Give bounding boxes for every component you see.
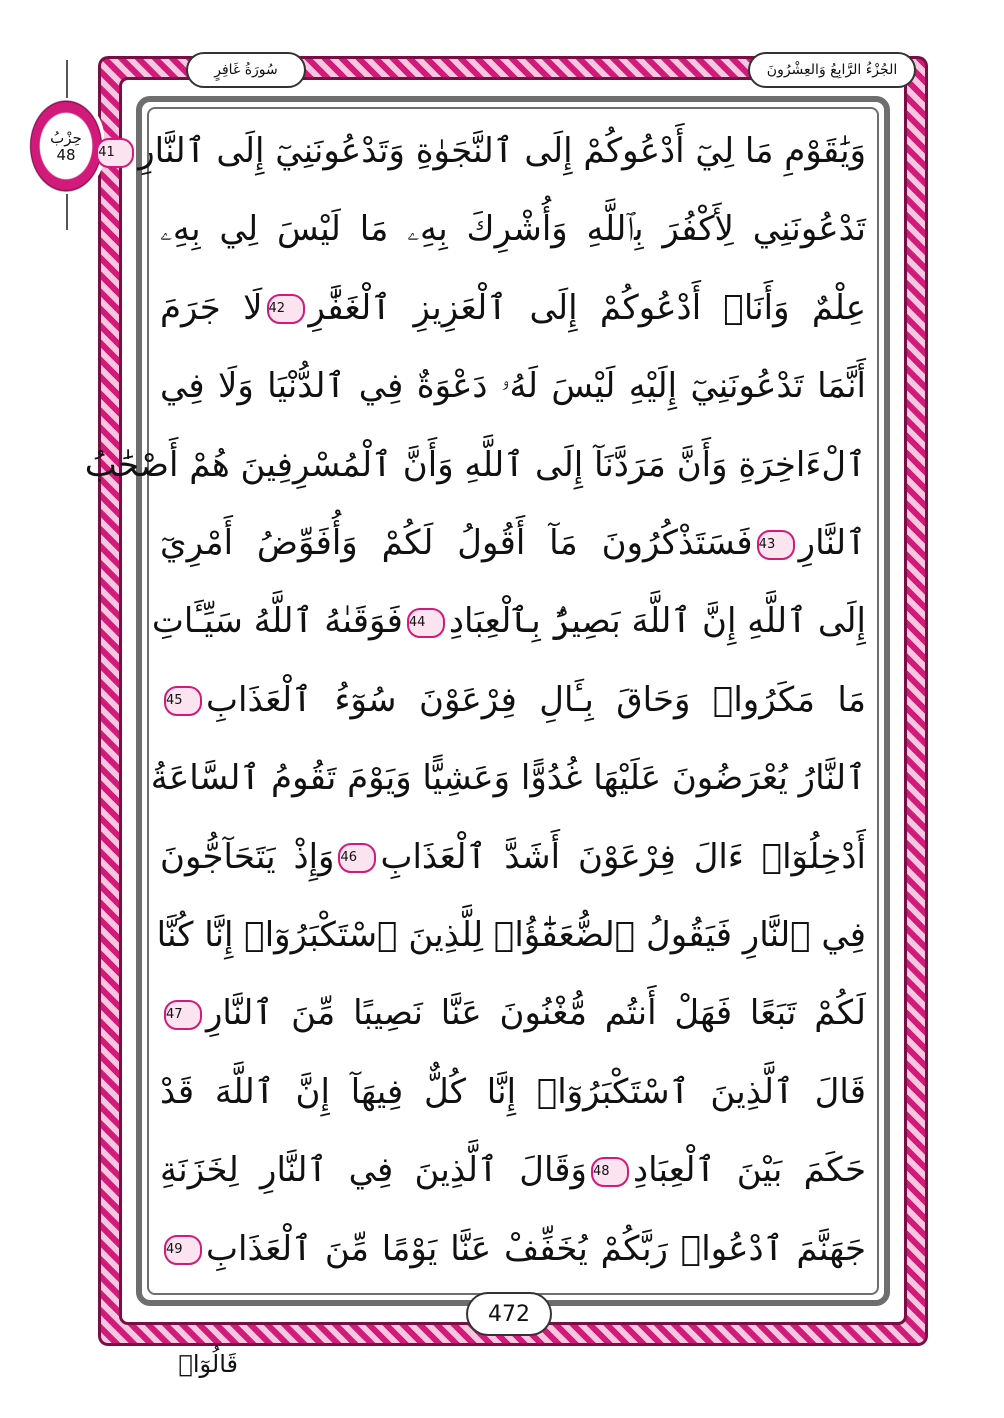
text-line [151, 582, 866, 660]
verse-text: فَوَقَىٰهُ ٱللَّهُ سَيِّـَٔاتِ [151, 601, 403, 642]
text-line [160, 1131, 866, 1209]
quran-text [84, 112, 867, 1288]
text-line [150, 739, 866, 817]
surah-title: سُورَةُ غَافِرٍ [186, 52, 306, 88]
juz-title: الجُزْءُ الرَّابِعُ وَالعِشْرُونَ [748, 52, 916, 88]
ayah-number-marker: 42 [267, 294, 305, 324]
verse-text: ٱلنَّارُ يُعْرَضُونَ عَلَيْهَا غُدُوًّا وَعَشِيًّا وَيَوْمَ تَقُومُ ٱلسَّاعَةُ [150, 758, 866, 799]
ayah-number-marker: 46 [338, 843, 376, 873]
ayah-number-marker: 47 [164, 1000, 202, 1030]
verse-text: تَدْعُونَنِي لِأَكْفُرَ بِٱللَّهِ وَأُشْرِكَ بِهِۦ مَا لَيْسَ لِي بِهِۦ [160, 209, 866, 250]
text-line [156, 896, 866, 974]
catchword: قَالُوٓا۟ [178, 1350, 238, 1378]
text-line [160, 190, 866, 268]
text-line [160, 1053, 866, 1131]
ayah-number-marker: 48 [591, 1157, 629, 1187]
hizb-label: حِزْبُ [50, 129, 82, 147]
text-line [160, 269, 866, 347]
text-line [160, 347, 866, 425]
verse-text: قَالَ ٱلَّذِينَ ٱسْتَكْبَرُوٓا۟ إِنَّا كُلٌّ فِيهَآ إِنَّ ٱللَّهَ قَدْ [160, 1071, 866, 1112]
verse-text: جَهَنَّمَ ٱدْعُوا۟ رَبَّكُمْ يُخَفِّفْ عَنَّا يَوْمًا مِّنَ ٱلْعَذَابِ [206, 1228, 866, 1269]
verse-text: فَسَتَذْكُرُونَ مَآ أَقُولُ لَكُمْ وَأُفَوِّضُ أَمْرِيٓ [160, 523, 753, 563]
text-line [84, 426, 866, 504]
text-line [160, 974, 866, 1052]
text-line [98, 112, 866, 190]
text-line [160, 818, 866, 896]
page-number: 472 [466, 1292, 552, 1336]
verse-text: وَإِذْ يَتَحَآجُّونَ [160, 836, 335, 877]
verse-text: حَكَمَ بَيْنَ ٱلْعِبَادِ [632, 1150, 867, 1191]
text-line [160, 661, 866, 739]
ayah-number-marker: 43 [757, 530, 795, 560]
verse-text: لَكُمْ تَبَعًا فَهَلْ أَنتُم مُّغْنُونَ عَنَّا نَصِيبًا مِّنَ ٱلنَّارِ [206, 993, 866, 1034]
verse-text: عِلْمٌ وَأَنَا۠ أَدْعُوكُمْ إِلَى ٱلْعَزِيزِ ٱلْغَفَّٰرِ [308, 287, 866, 328]
verse-text: ٱلنَّارِ [798, 523, 866, 563]
verse-text: أَنَّمَا تَدْعُونَنِيٓ إِلَيْهِ لَيْسَ لَهُۥ دَعْوَةٌ فِي ٱلدُّنْيَا وَلَا فِي [160, 366, 866, 407]
verse-text: فِي ٱلنَّارِ فَيَقُولُ ٱلضُّعَفَٰٓؤُا۟ لِلَّذِينَ ٱسْتَكْبَرُوٓا۟ إِنَّا كُنَّا [156, 915, 866, 955]
text-line [160, 1210, 866, 1288]
verse-text: إِلَى ٱللَّهِ إِنَّ ٱللَّهَ بَصِيرٌۢ بِٱلْعِبَادِ [448, 601, 866, 642]
verse-text: مَا مَكَرُوا۟ وَحَاقَ بِـَٔالِ فِرْعَوْنَ سُوٓءُ ٱلْعَذَابِ [206, 679, 866, 720]
hizb-number: 48 [56, 146, 76, 164]
ayah-number-marker: 41 [96, 138, 134, 168]
verse-text: لَا جَرَمَ [160, 287, 263, 328]
ayah-number-marker: 45 [164, 686, 202, 716]
verse-text: وَقَالَ ٱلَّذِينَ فِي ٱلنَّارِ لِخَزَنَةِ [160, 1150, 587, 1191]
ayah-number-marker: 49 [164, 1235, 202, 1265]
verse-text: وَيَٰقَوْمِ مَا لِيٓ أَدْعُوكُمْ إِلَى ٱلنَّجَوٰةِ وَتَدْعُونَنِيٓ إِلَى ٱلنَّارِ [138, 131, 866, 171]
verse-text: ٱلْءَاخِرَةِ وَأَنَّ مَرَدَّنَآ إِلَى ٱللَّهِ وَأَنَّ ٱلْمُسْرِفِينَ هُمْ أَصْحَٰبُ [84, 444, 866, 485]
text-line [160, 504, 866, 582]
ayah-number-marker: 44 [407, 608, 445, 638]
verse-text: أَدْخِلُوٓا۟ ءَالَ فِرْعَوْنَ أَشَدَّ ٱلْعَذَابِ [380, 836, 866, 877]
